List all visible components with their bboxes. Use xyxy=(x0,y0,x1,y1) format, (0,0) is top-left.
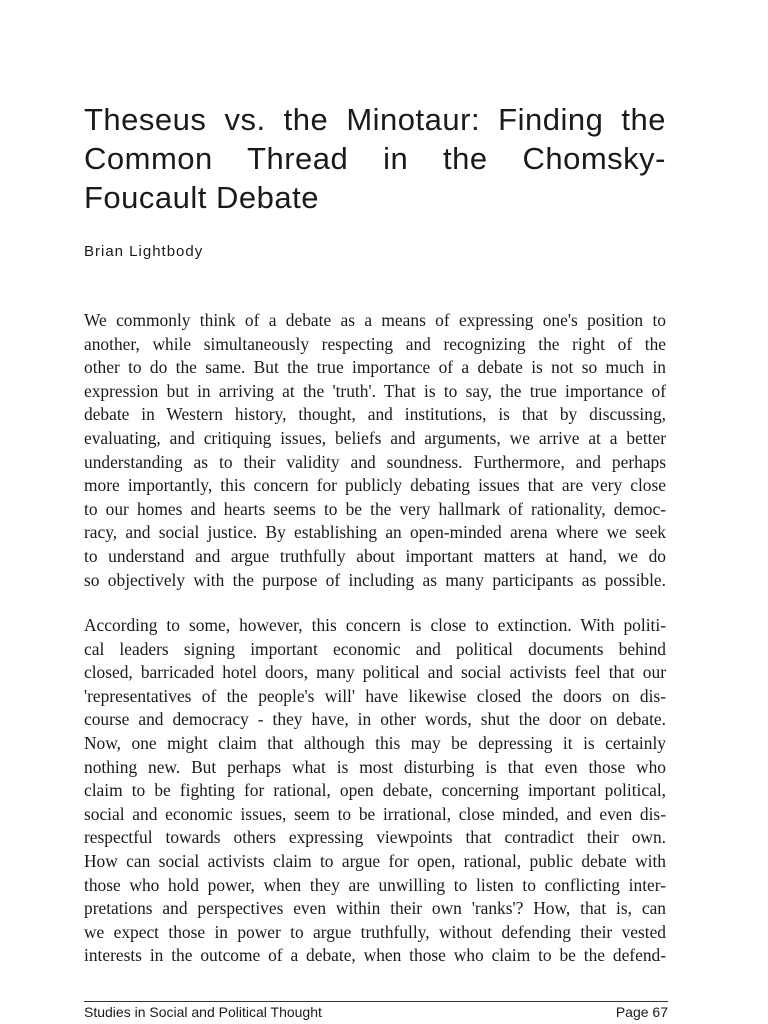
text-line: evaluating, and critiquing issues, beliefs and arguments, we arrive at a better xyxy=(84,427,666,448)
text-line: social and economic issues, seem to be irrational, close minded, and even dis- xyxy=(84,803,666,824)
text-line: cal leaders signing important economic and political documents behind xyxy=(84,638,666,659)
text-line: more importantly, this concern for publicly debating issues that are very close xyxy=(84,475,666,496)
body-paragraph xyxy=(84,309,666,592)
text-line: so objectively with the purpose of including as many participants as possible. xyxy=(84,569,666,590)
text-line: claim to be fighting for rational, open debate, concerning important political, xyxy=(84,780,666,801)
title-line: Theseus vs. the Minotaur: Finding the xyxy=(84,102,666,137)
text-line: 'representatives of the people's will' have likewise closed the doors on dis- xyxy=(84,685,666,706)
text-line: we expect those in power to argue truthfully, without defending their vested xyxy=(84,921,666,942)
footer-divider xyxy=(84,1001,668,1002)
text-line: closed, barricaded hotel doors, many political and social activists feel that our xyxy=(84,662,666,683)
text-line: interests in the outcome of a debate, when those who claim to be the defend- xyxy=(84,945,666,966)
article-title xyxy=(84,100,666,217)
author-name: Brian Lightbody xyxy=(84,243,204,260)
text-line: How can social activists claim to argue for open, rational, public debate with xyxy=(84,850,666,871)
text-line: course and democracy - they have, in other words, shut the door on debate. xyxy=(84,709,666,730)
text-line: to understand and argue truthfully about important matters at hand, we do xyxy=(84,545,666,566)
text-line: those who hold power, when they are unwilling to listen to conflicting inter- xyxy=(84,874,666,895)
text-line: other to do the same. But the true importance of a debate is not so much in xyxy=(84,357,666,378)
footer-journal-name: Studies in Social and Political Thought xyxy=(84,1004,322,1020)
title-line: Foucault Debate xyxy=(84,180,319,215)
text-line: We commonly think of a debate as a means of expressing one's position to xyxy=(84,310,666,330)
text-line: respectful towards others expressing viewpoints that contradict their own. xyxy=(84,827,666,848)
footer-page-number: Page 67 xyxy=(615,1004,668,1020)
text-line: understanding as to their validity and soundness. Furthermore, and perhaps xyxy=(84,451,666,472)
title-line: Common Thread in the Chomsky- xyxy=(84,141,666,176)
text-line: to our homes and hearts seems to be the very hallmark of rationality, democ- xyxy=(84,498,666,519)
text-line: pretations and perspectives even within their own 'ranks'? How, that is, can xyxy=(84,898,666,919)
text-line: racy, and social justice. By establishing an open-minded arena where we seek xyxy=(84,522,666,543)
text-line: debate in Western history, thought, and institutions, is that by discussing, xyxy=(84,404,666,425)
body-paragraph xyxy=(84,614,666,968)
text-line: According to some, however, this concern is close to extinction. With politi- xyxy=(84,615,666,635)
text-line: nothing new. But perhaps what is most disturbing is that even those who xyxy=(84,756,666,777)
text-line: another, while simultaneously respecting and recognizing the right of the xyxy=(84,333,666,354)
text-line: expression but in arriving at the 'truth'. That is to say, the true importance of xyxy=(84,380,666,401)
text-line: Now, one might claim that although this may be depressing it is certainly xyxy=(84,732,666,753)
